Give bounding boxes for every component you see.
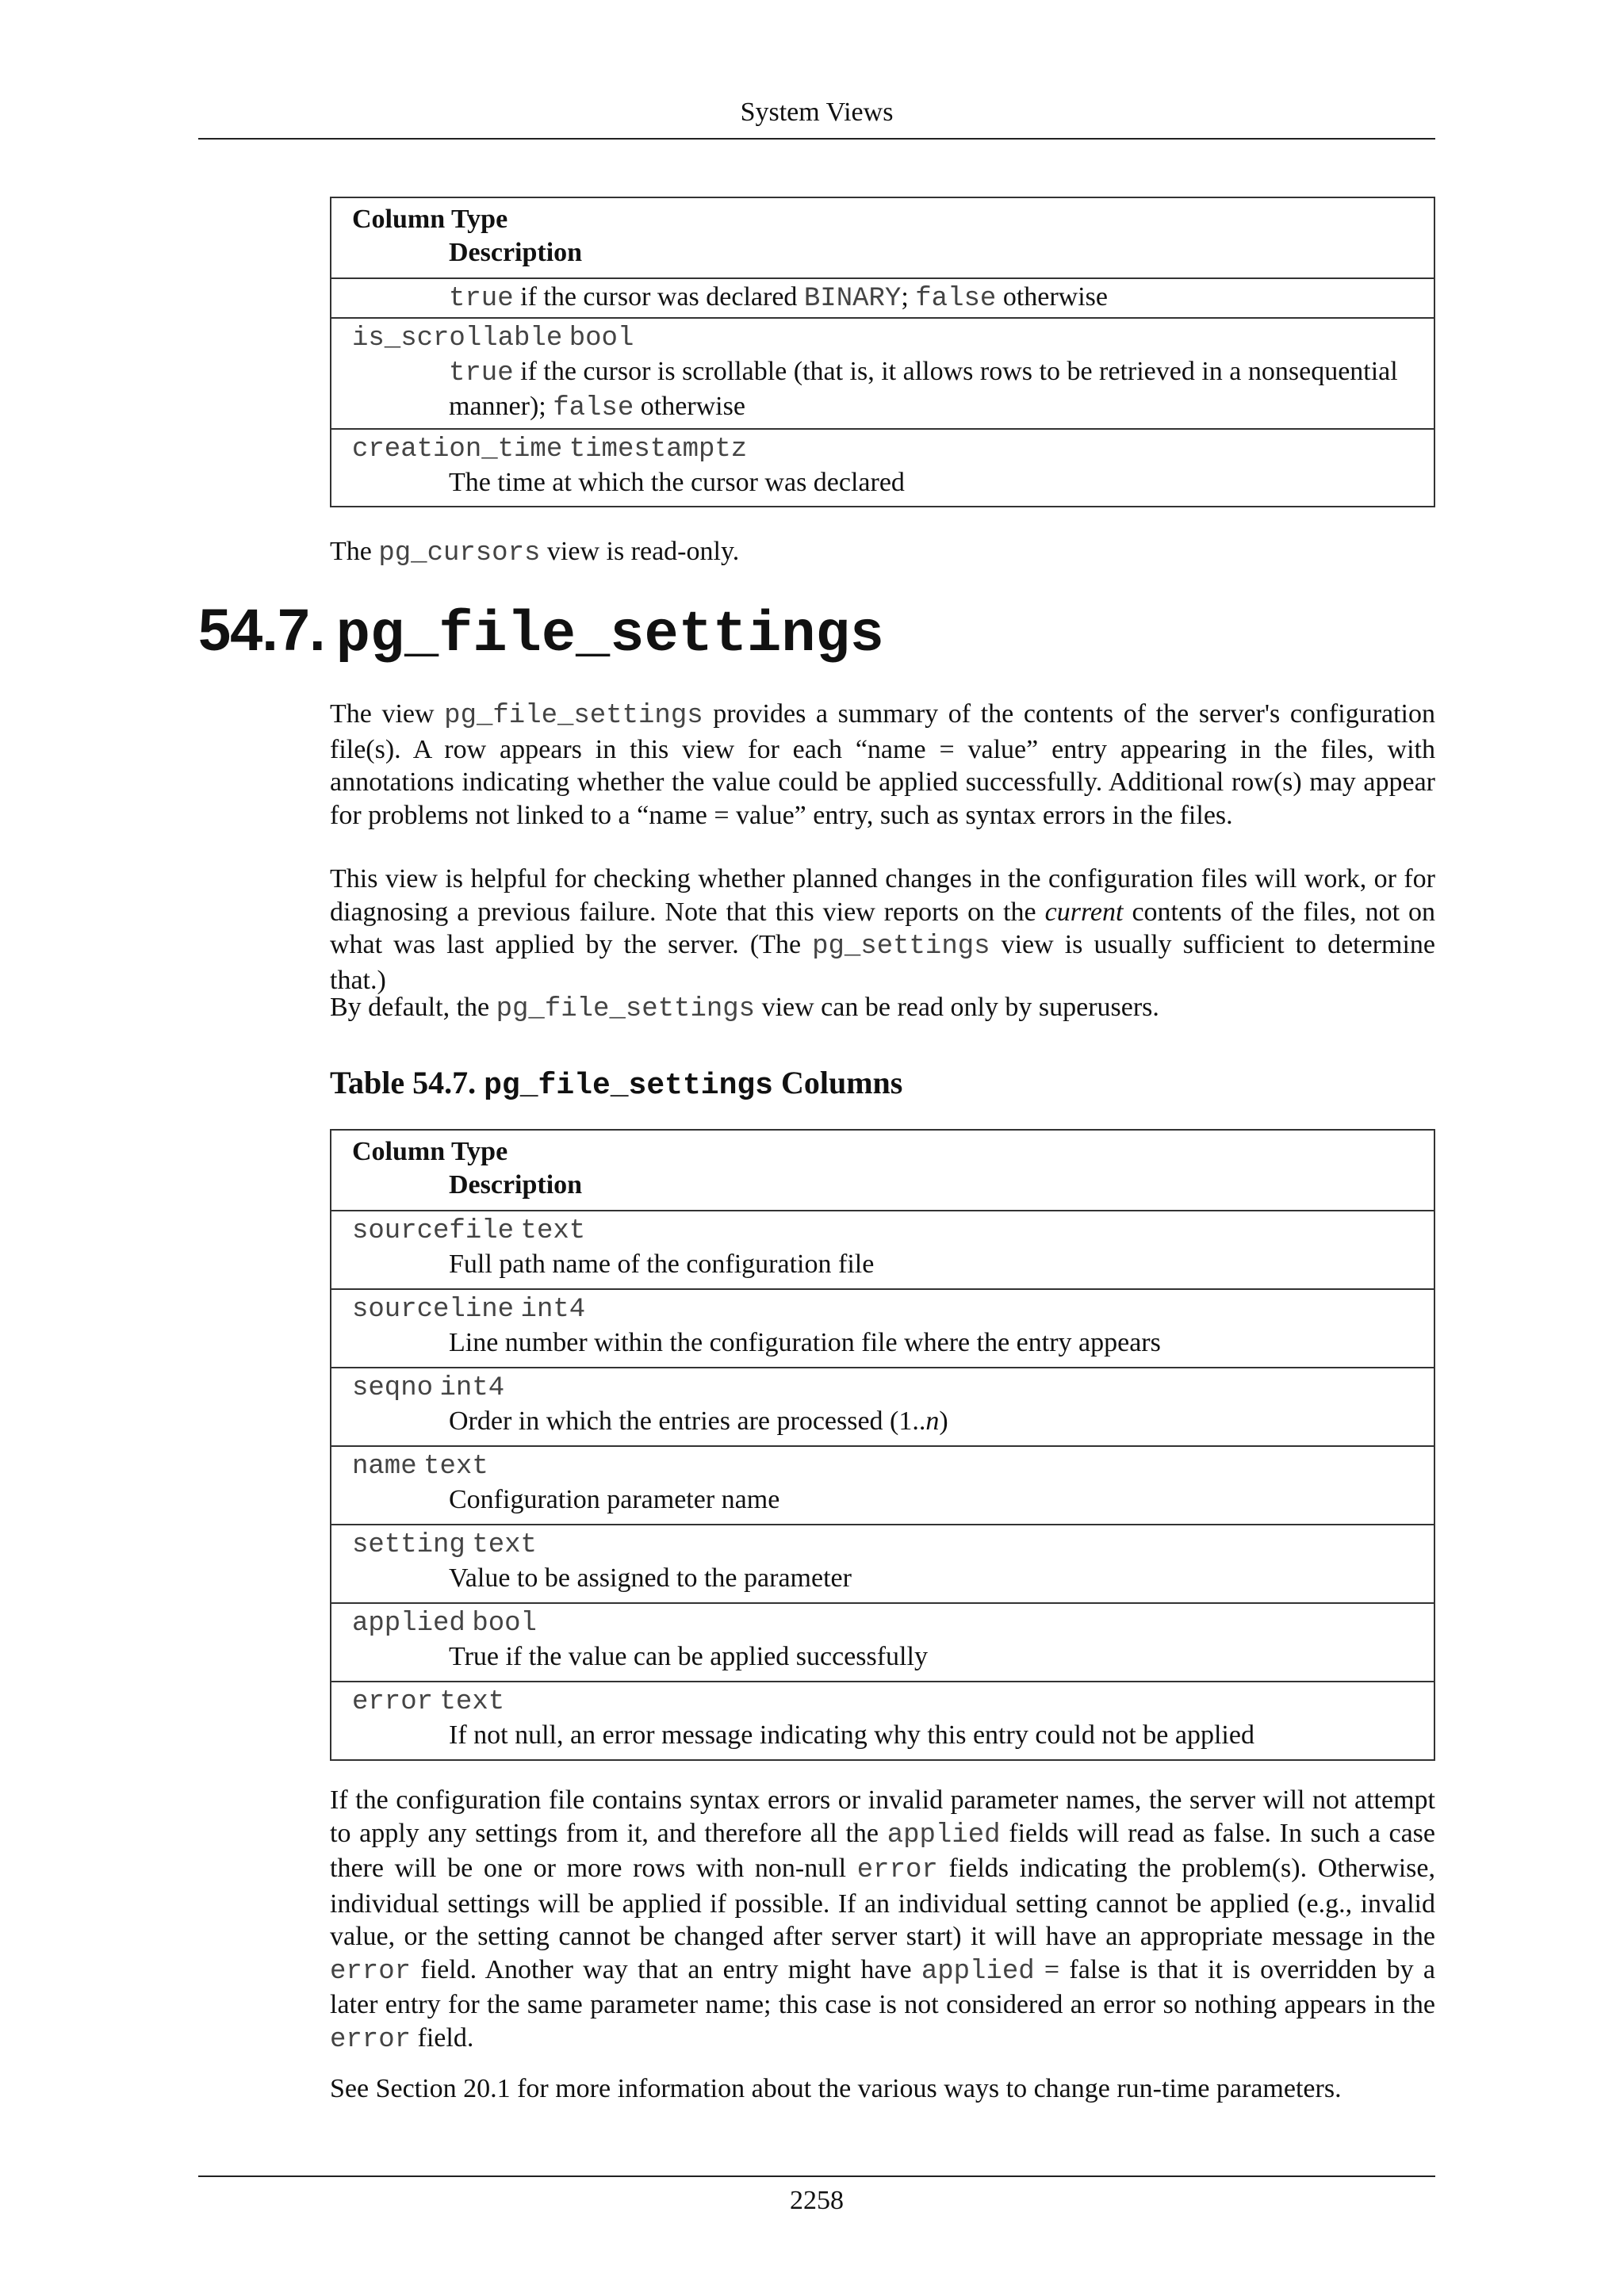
cursor-columns-table-continued <box>330 197 1435 507</box>
table-row <box>331 1367 1434 1445</box>
table-row <box>331 1681 1434 1759</box>
row-description: true if the cursor is scrollable (that is, it allows rows to be retrieved in a nonsequential manner); false otherwise <box>449 357 1398 423</box>
header-column-type: Column Type <box>352 205 508 234</box>
row-column-type: setting text <box>352 1530 537 1560</box>
paragraph-errors: If the configuration file contains syntax errors or invalid parameter names, the server will not attempt to apply any settings from it, and therefore all the applied fields will read as false. In such a case there will be one or more rows with non-null error fields indicating the problem(s). Otherwise, individual settings will be applied if possible. If an individual setting cannot be applied (e.g., invalid value, or the setting cannot be changed after server start) it will have an appropriate message in the error field. Another way that an entry might have applied = false is that it is overridden by a later entry for the same parameter name; this case is not considered an error so nothing appears in the error field. <box>330 1785 1435 2055</box>
header-column-type: Column Type <box>352 1137 508 1166</box>
row-column-type: creation_time timestamptz <box>352 434 748 465</box>
table-row <box>331 317 1434 428</box>
footer-rule <box>198 2175 1435 2177</box>
row-description: True if the value can be applied successfully <box>449 1642 928 1671</box>
row-description: true if the cursor was declared BINARY; false otherwise <box>449 282 1108 314</box>
section-heading <box>198 596 884 675</box>
running-header: System Views <box>740 98 894 127</box>
table-header-row <box>331 198 1434 277</box>
row-description: The time at which the cursor was declared <box>449 468 905 497</box>
section-number: 54.7. <box>198 597 325 663</box>
page-number: 2258 <box>790 2186 844 2215</box>
header-description: Description <box>449 1170 583 1200</box>
header-description: Description <box>449 238 583 267</box>
row-column-type: sourcefile text <box>352 1216 586 1246</box>
table-header-row <box>331 1131 1434 1210</box>
row-column-type: sourceline int4 <box>352 1295 586 1325</box>
table-row <box>331 1210 1434 1288</box>
row-column-type: is_scrollable bool <box>352 323 634 354</box>
paragraph-permissions: By default, the pg_file_settings view can be read only by superusers. <box>330 993 1159 1024</box>
row-description: Order in which the entries are processed (1..n) <box>449 1406 948 1436</box>
cursors-readonly-note: The pg_cursors view is read-only. <box>330 537 740 568</box>
table-caption: Table 54.7. pg_file_settings Columns <box>330 1065 903 1103</box>
table-row <box>331 428 1434 506</box>
row-column-type: name text <box>352 1452 488 1482</box>
table-row <box>331 277 1434 317</box>
row-description: Line number within the configuration file where the entry appears <box>449 1328 1161 1357</box>
row-column-type: error text <box>352 1687 505 1717</box>
section-name: pg_file_settings <box>335 603 884 668</box>
row-description: Value to be assigned to the parameter <box>449 1563 852 1593</box>
row-description: Configuration parameter name <box>449 1485 780 1514</box>
paragraph-usage: This view is helpful for checking whether planned changes in the configuration files will work, or for diagnosing a previous failure. Note that this view reports on the current contents of the files, not on what was last applied by the server. (The pg_settings view is usually sufficient to determine that.) <box>330 864 1435 995</box>
header-rule <box>198 138 1435 140</box>
table-row <box>331 1288 1434 1367</box>
paragraph-see-also: See Section 20.1 for more information about the various ways to change run-time parameters. <box>330 2074 1342 2103</box>
table-row <box>331 1445 1434 1524</box>
row-column-type: seqno int4 <box>352 1373 505 1403</box>
table-row <box>331 1602 1434 1681</box>
table-row <box>331 1524 1434 1602</box>
paragraph-intro: The view pg_file_settings provides a summary of the contents of the server's configuration file(s). A row appears in this view for each “name = value” entry appearing in the files, with annotations indicating whether the value could be applied successfully. Additional row(s) may appear for problems not linked to a “name = value” entry, such as syntax errors in the files. <box>330 699 1436 830</box>
row-description: If not null, an error message indicating why this entry could not be applied <box>449 1720 1254 1750</box>
file-settings-columns-table <box>330 1129 1435 1761</box>
row-column-type: applied bool <box>352 1609 537 1639</box>
row-description: Full path name of the configuration file <box>449 1249 875 1279</box>
